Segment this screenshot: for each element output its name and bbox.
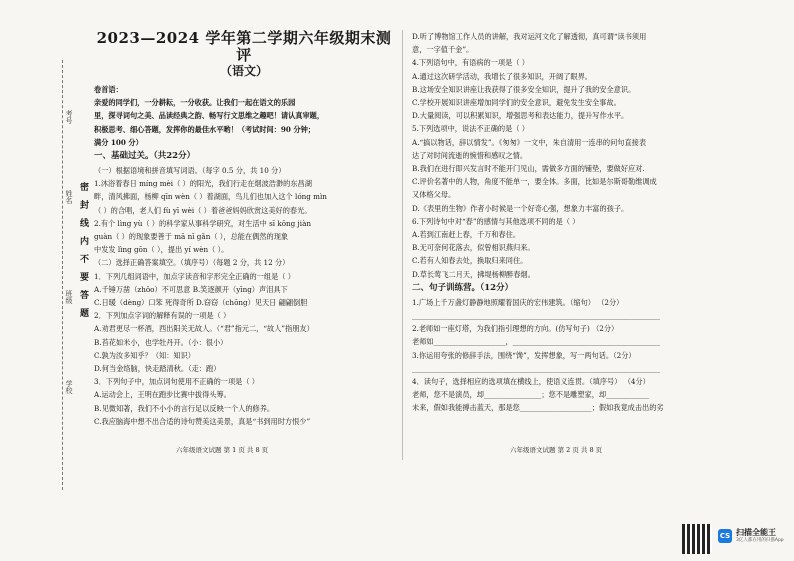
text-line: 3．下列句子中，加点词句使用不正确的一项是（ ） [94, 377, 259, 387]
qr-code-icon [682, 524, 712, 554]
text-line: 老师，您不是演员，却________________；您不是雕塑家，却____________ [412, 390, 650, 400]
page-divider [402, 30, 403, 460]
text-line: D.听了博物馆工作人员的讲解，我对运河文化了解透彻，真可谓“读书须用 [412, 32, 647, 41]
text-line: A.通过这次研学活动，我增长了很多知识，开阔了眼界。 [412, 71, 592, 81]
text-line: 1．下列几组词语中，加点字读音和字形完全正确的一组是（ ） [94, 271, 295, 281]
right-page [412, 0, 708, 415]
text-line: 积极思考、细心答题，发挥你的最佳水平哟！（考试时间：90 分钟； [94, 124, 315, 134]
text-line: D.大量阅读，可以积累知识，增强思考和表达能力，提升写作水平。 [412, 111, 629, 121]
text-line: C.孰为汝多知乎？（知：知识） [94, 350, 195, 360]
section-heading: 一、基础过关。（共22分） [94, 151, 196, 162]
seal-char: 要 [80, 273, 90, 283]
exam-title: 2023—2024 学年第二学期六年级期末测评 [96, 29, 392, 64]
text-line: 3.你运用夸张的修辞手法，围绕“馋”，发挥想象，写一两句话。（2分） [412, 350, 636, 360]
text-line: 中发发 lìng gōn（ ），提出 yí wèn（ ）。 [94, 245, 229, 255]
seal-char: 内 [80, 237, 90, 247]
footer-right: 六年级语文试题 第 2 页 共 8 页 [510, 446, 603, 454]
text-line: D.草长莺飞二月天，拂堤杨柳醉春烟。 [412, 269, 535, 279]
text-line: 2.有个 lìng yù（ ）的科学家从事科学研究，对生活中 sī kōng jiàn [94, 218, 311, 228]
text-line: 6.下列诗句中对“春”的感情与其他选项不同的是（ ） [412, 216, 580, 226]
seal-char: 密 [80, 183, 90, 193]
seal-char: 封 [80, 201, 90, 211]
text-line: C.评价名著中的人物，角度不能单一，要全体。多面，比如是尔斯哥勒维调成 [412, 177, 657, 187]
text-line: C.学校开展知识讲座增加同学们的安全意识，避免发生安全事故。 [412, 98, 621, 108]
text-line: B.无可奈何花落去，似曾相识燕归来。 [412, 243, 535, 253]
text-line: 4.下列语句中，有语病的一项是（ ） [412, 58, 529, 68]
text-line: 2.老师如一座灯塔，为我们指引理想的方向。(仿写句子) （2分） [412, 324, 619, 334]
watermark-tagline: 3亿人都在用的扫描App [736, 538, 784, 543]
text-line: D.《表里的生物》作者小时候是一个好奇心强，想象力丰富的孩子。 [412, 203, 629, 213]
text-line: 未来，假如我能搏击蓝天，那是您____________________；假如我竟成击出的劣 [412, 403, 664, 413]
text-line: 满分 100 分） [94, 137, 143, 147]
left-page-body [94, 83, 394, 428]
text-line: C.日暖（dèng）口笨 死得奇所 D.窃窃（chōng）见天日 翩翩倒胆 [94, 298, 308, 308]
text-line: 2．下列加点字词的解释有误的一项是（ ） [94, 311, 231, 321]
text-line: 亲爱的同学们，一分耕耘，一分收获。让我们一起在语文的乐园 [94, 98, 296, 108]
margin-label-exam-number: 考号 [65, 110, 73, 124]
right-page-body [412, 30, 708, 415]
camscanner-logo-icon: CS [718, 529, 732, 543]
text-line: C.若有人知春去处，换取归来同住。 [412, 256, 528, 266]
seal-char: 线 [80, 219, 90, 229]
seal-char: 题 [80, 309, 90, 319]
exam-subtitle: （语文） [219, 64, 268, 78]
text-line: A.“搞以物话，辞以情发”。《匆匆》一文中，朱自清用一连串的问句直接表 [412, 137, 647, 147]
text-line: 老师如____________________，_________________________________________ [412, 337, 660, 347]
text-line: guàn（ ）的现象要善于 mā nī gǎn（ ），总能在偶然的现象 [94, 232, 289, 242]
text-line: D.何当金络脑，快走踏清秋。（走：跑） [94, 364, 221, 374]
scanner-watermark [718, 528, 784, 543]
footer-left: 六年级语文试题 第 1 页 共 8 页 [176, 446, 269, 454]
seal-char: 不 [80, 255, 90, 265]
text-line: B.我们在进行即兴发言时不能开门见山，需做多方面的铺垫，要做好应对. [412, 164, 645, 174]
text-line: 又体格父母。 [412, 190, 456, 200]
text-line: A.千锤万凿（zhǒo）不可思意 B.笑逐颜开（yīng）声泪具下 [94, 284, 288, 294]
seal-char: 答 [80, 291, 90, 301]
text-line: （一）根据语境和拼音填写词语。（每字 0.5 分，共 10 分） [94, 166, 286, 176]
margin-label-school: 学校 [65, 380, 73, 394]
text-line: B.苔花如米小，也学牡丹开。（小：很小） [94, 337, 228, 347]
text-line: 达了对时间流逝的惋惜和感叹之情。 [412, 150, 528, 160]
text-line: 意，一字值千金”。 [412, 45, 474, 55]
text-line: （二）选择正确答案填空。（填序号）（每题 2 分，共 12 分） [94, 258, 290, 268]
text-line: _____________________________________________________________________ [412, 311, 660, 321]
text-line: 1.广场上千万盏灯静静地照耀着国庆的宏伟建筑。（缩句） （2分） [412, 297, 624, 307]
text-line: A.若到江南赶上春，千万和春住。 [412, 230, 521, 240]
text-line: （ ）的合唱，老人们 fù yī wèi（ ）着爸爸妈妈欣赏这美好的春光。 [94, 205, 312, 215]
text-line: B.见微知著，我们不小小的言行足以反映一个人的修养。 [94, 403, 275, 413]
text-line: A.劝君更尽一杯酒，西出阳关无故人。（“君”指元二，“故人”指朋友） [94, 324, 314, 334]
left-page [94, 0, 394, 428]
text-line: 里，探寻词句之美、品读经典之韵、畅写行文思维之趣吧！请认真审题， [94, 111, 325, 121]
margin-label-name: 姓名 [65, 190, 73, 204]
text-line: _____________________________________________________________________ [412, 363, 660, 373]
text-line: B.这场安全知识讲座让我获得了很多安全知识，提升了我的安全意识。 [412, 84, 636, 94]
text-line: 畔，清风拂面，杨柳 qīn wèn（ ）着湖面，鸟儿们也加入这个 lóng mìn [94, 192, 327, 202]
text-line: 5.下列选项中，说法不正确的是（ ） [412, 124, 529, 134]
text-line: C.我应脑海中想不出合适的诗句赞美这美景，真是“书到用时方恨少” [94, 416, 311, 426]
text-line: A.运动会上，王明在跑步比赛中拔得头筹。 [94, 390, 231, 400]
margin-label-class: 班级 [65, 290, 73, 304]
text-line: 卷首语： [94, 85, 123, 94]
watermark-app-name: 扫描全能王 [736, 528, 776, 537]
text-line: 4．读句子，选择相应的选项填在横线上，使语义连贯。（填序号） （4分） [412, 377, 650, 387]
text-line: 1.沐浴着春日 míng mèi（ ）的阳光，我们行走在烟波浩渺的东昌湖 [94, 179, 312, 189]
section-heading: 二、句子训练营。（12分） [412, 282, 514, 293]
